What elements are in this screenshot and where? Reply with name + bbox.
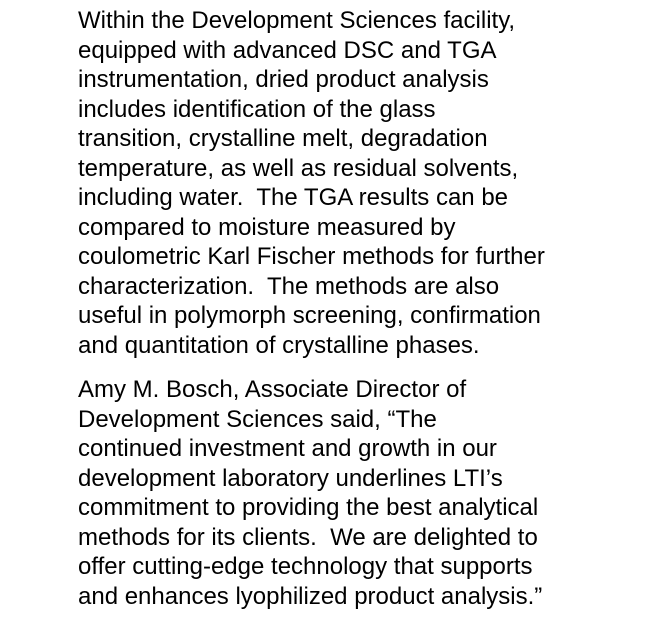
text-line: Development Sciences said, “The xyxy=(78,405,437,433)
document-page xyxy=(78,0,650,620)
text-line: includes identification of the glass xyxy=(78,95,436,123)
text-line: characterization. The methods are also xyxy=(78,272,500,300)
text-line: continued investment and growth in our xyxy=(78,435,497,462)
text-line: commitment to providing the best analytical xyxy=(78,494,539,521)
text-line: offer cutting-edge technology that supports xyxy=(78,553,533,580)
text-line: and quantitation of crystalline phases. xyxy=(78,331,480,359)
text-line: useful in polymorph screening, confirmation xyxy=(78,302,541,329)
text-line: instrumentation, dried product analysis xyxy=(78,66,489,93)
text-line: Within the Development Sciences facility, xyxy=(78,7,516,34)
text-line: transition, crystalline melt, degradation xyxy=(78,125,488,152)
text-line: methods for its clients. We are delighted to xyxy=(78,523,538,551)
paragraph-quote xyxy=(78,375,650,611)
paragraph-dsc-tga xyxy=(78,6,650,360)
text-line: compared to moisture measured by xyxy=(78,213,456,241)
text-line: including water. The TGA results can be xyxy=(78,184,509,211)
text-line: coulometric Karl Fischer methods for further xyxy=(78,243,545,270)
paragraph-spacer xyxy=(78,360,650,375)
text-line: and enhances lyophilized product analysis.” xyxy=(78,582,543,610)
text-line: development laboratory underlines LTI’s xyxy=(78,464,503,492)
text-line: temperature, as well as residual solvents, xyxy=(78,154,519,182)
text-line: Amy M. Bosch, Associate Director of xyxy=(78,376,467,403)
text-line: equipped with advanced DSC and TGA xyxy=(78,36,497,64)
